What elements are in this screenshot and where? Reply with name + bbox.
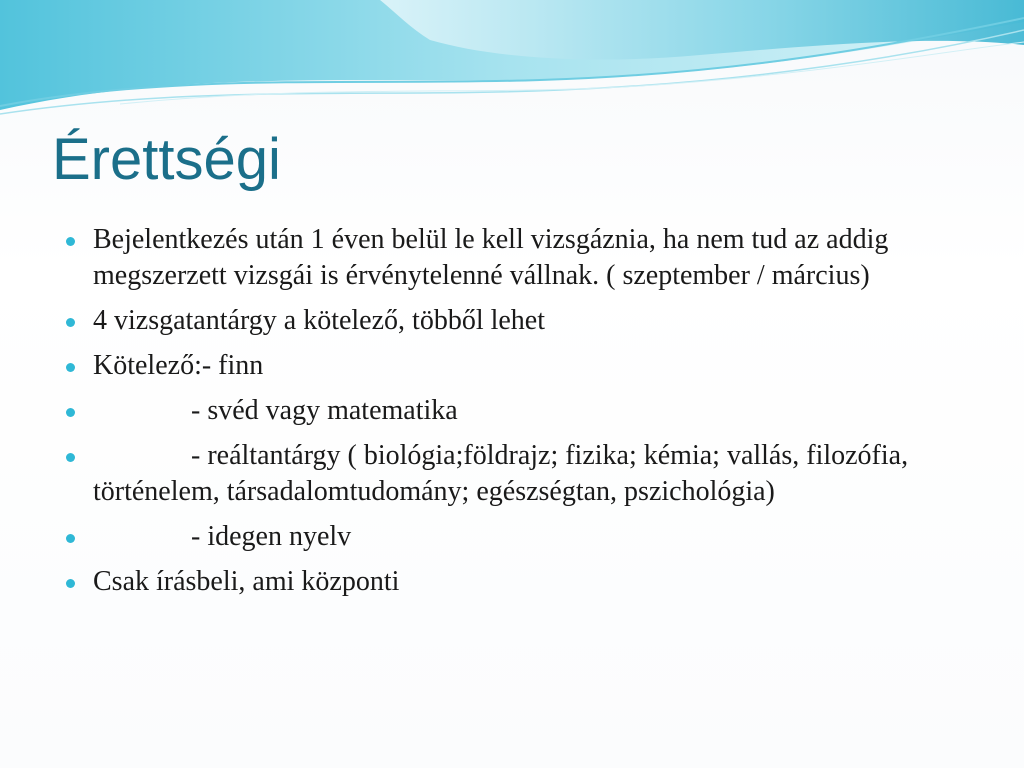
bullet-dot-icon (66, 453, 75, 462)
bullet-dot-icon (66, 363, 75, 372)
bullet-dot-icon (66, 534, 75, 543)
bullet-dot-icon (66, 237, 75, 246)
bullet-text: Bejelentkezés után 1 éven belül le kell vizsgáznia, ha nem tud az addig megszerzett vizsgái is érvénytelenné vállnak. ( szeptember / március) (93, 224, 896, 291)
bullet-text: Kötelező:- finn (93, 350, 264, 381)
bullet-text: - idegen nyelv (93, 521, 352, 552)
bullet-text: - svéd vagy matematika (93, 395, 458, 426)
bullet-text: - reáltantárgy ( biológia;földrajz; fizika; kémia; vallás, filozófia, történelem, társadalomtudomány; egészségtan, pszichológia) (93, 440, 916, 507)
header-wave-decoration (0, 0, 1024, 130)
bullet-dot-icon (66, 408, 75, 417)
bullet-item-6 (62, 519, 962, 555)
bullet-dot-icon (66, 318, 75, 327)
bullet-text: Csak írásbeli, ami központi (93, 566, 400, 597)
bullet-dot-icon (66, 579, 75, 588)
bullet-list (62, 222, 962, 609)
bullet-item-4 (62, 393, 962, 429)
slide-title: Érettségi (52, 127, 281, 192)
bullet-item-2 (62, 303, 962, 339)
bullet-item-7 (62, 564, 962, 600)
bullet-item-5 (62, 438, 962, 510)
bullet-text: 4 vizsgatantárgy a kötelező, többől lehet (93, 305, 546, 336)
bullet-item-1 (62, 222, 962, 294)
bullet-item-3 (62, 348, 962, 384)
